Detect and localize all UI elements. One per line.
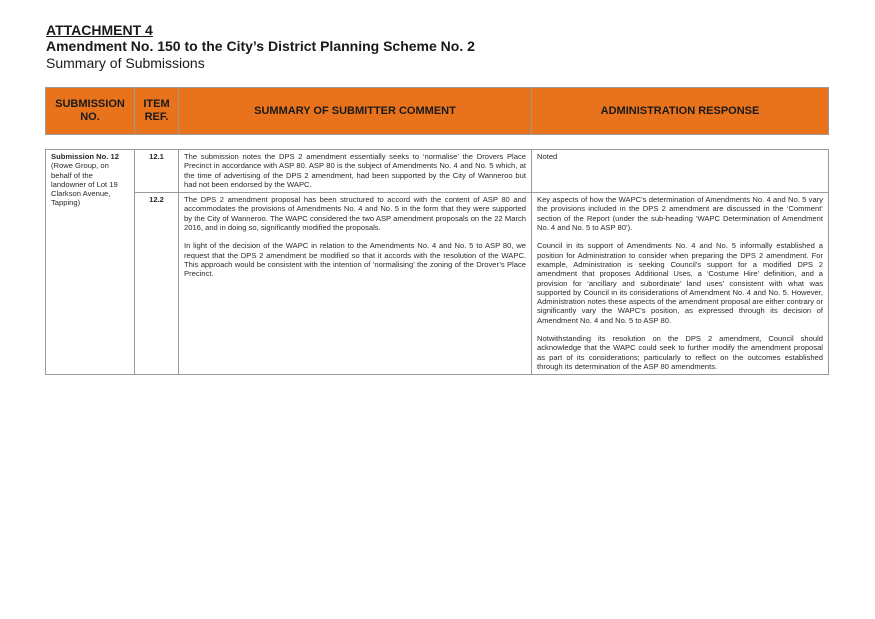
summary-subtitle: Summary of Submissions bbox=[46, 55, 205, 71]
response-cell bbox=[532, 150, 829, 193]
document-header bbox=[46, 22, 475, 71]
column-header-table bbox=[45, 87, 829, 135]
submitter-name: (Rowe Group, on behalf of the landowner of Lot 19 Clarkson Avenue, Tapping) bbox=[51, 161, 118, 208]
comment-paragraph: The submission notes the DPS 2 amendment essentially seeks to ‘normalise’ the Drovers Place Precinct in accordance with ASP 80. ASP 80 is the subject of Amendments No. 4 and No. 5 which, at the time of advertising of the DPS 2 amendment, had been supported by the City of Wanneroo but had not been endorsed by the WAPC. bbox=[184, 152, 526, 189]
submission-number: Submission No. 12 bbox=[51, 152, 119, 161]
attachment-title: ATTACHMENT 4 bbox=[46, 22, 153, 38]
response-paragraph: Key aspects of how the WAPC’s determination of Amendments No. 4 and No. 5 vary the provisions included in the DPS 2 amendment are discussed in the ‘Comment’ section of the Report (under the sub-heading ‘WAPC Determination of Amendment No. 4 and No. 5 to ASP 80’). bbox=[537, 195, 823, 233]
submission-cell bbox=[46, 150, 135, 375]
item-ref-cell: 12.1 bbox=[135, 150, 179, 193]
item-ref-header: ITEM REF. bbox=[135, 88, 179, 135]
response-cell bbox=[532, 193, 829, 375]
table-row bbox=[46, 193, 829, 375]
table-row bbox=[46, 150, 829, 193]
submissions-table bbox=[45, 149, 829, 375]
comment-paragraph: The DPS 2 amendment proposal has been structured to accord with the content of ASP 80 and accommodates the provisions of Amendments No. 4 and No. 5 in the form that they were supported by the City of Wanneroo. The WAPC considered the two ASP amendment proposals on the 22 March 2016, and in doing so, significantly modified the proposals. bbox=[184, 195, 526, 233]
comment-cell bbox=[179, 150, 532, 193]
comment-cell bbox=[179, 193, 532, 375]
summary-header: SUMMARY OF SUBMITTER COMMENT bbox=[179, 88, 532, 135]
amendment-title: Amendment No. 150 to the City’s District Planning Scheme No. 2 bbox=[46, 38, 475, 54]
submission-no-header: SUBMISSION NO. bbox=[46, 88, 135, 135]
item-ref-cell: 12.2 bbox=[135, 193, 179, 375]
response-paragraph: Notwithstanding its resolution on the DPS 2 amendment, Council should acknowledge that the WAPC could seek to further modify the amendment proposal as part of its considerations; particularly to reflect on the outcomes established through its determination of the ASP 80 amendments. bbox=[537, 334, 823, 371]
comment-paragraph: In light of the decision of the WAPC in relation to the Amendments No. 4 and No. 5 to ASP 80, we request that the DPS 2 amendment be modified so that it accords with the resolution of the WAPC. This approach would be consistent with the intention of ‘normalising’ the zoning of the Drover’s Place Precinct. bbox=[184, 241, 526, 279]
response-header: ADMINISTRATION RESPONSE bbox=[532, 88, 829, 135]
response-paragraph: Council in its support of Amendments No. 4 and No. 5 informally established a position for Administration to consider when preparing the DPS 2 amendment. For example, Administration is seeking Council’s support for a modified DPS 2 amendment that proposes Additional Uses, a ‘Costume Hire’ definition, and a provision for ‘ancillary and subordinate’ land uses’ consistent with what was supported by Council in its considerations of Amendment No. 4 and No. 5. However, Administration notes these aspects of the amendment proposal are either contrary or significantly vary the WAPC’s position, as expressed through its decision of Amendment No. 4 and No. 5 to ASP 80. bbox=[537, 241, 823, 325]
response-paragraph: Noted bbox=[537, 152, 558, 161]
